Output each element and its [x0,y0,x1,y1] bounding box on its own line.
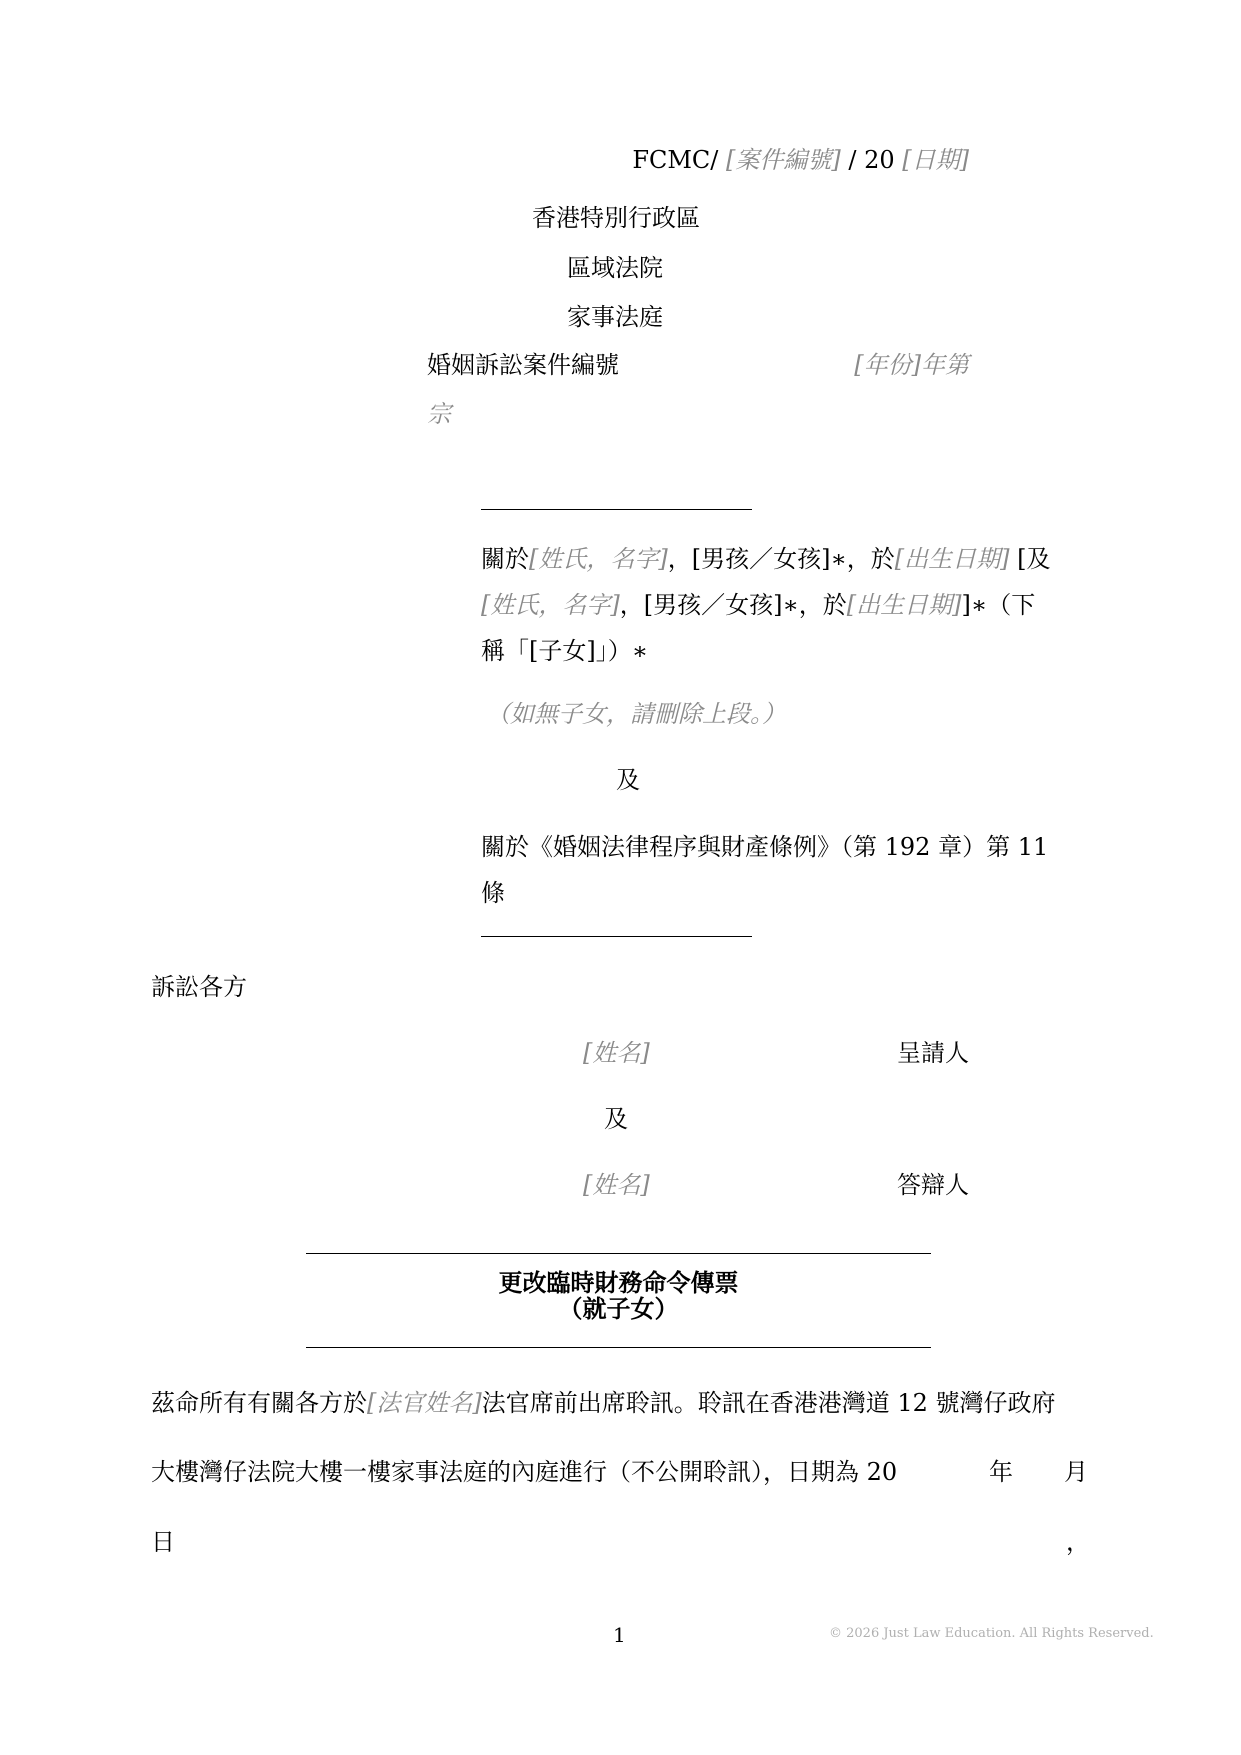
title-rule-top [306,1253,931,1254]
title-rule-bottom [306,1347,931,1348]
petitioner-role: 呈請人 [897,1039,969,1067]
case-prefix: FCMC/ [632,146,727,174]
and-open: [及 [1009,545,1051,573]
child-dob-placeholder: [出生日期] [894,545,1010,573]
page-number: 1 [613,1623,626,1647]
court-line-district: 區域法院 [567,254,663,282]
child-name-placeholder: [姓氏，名字] [529,545,668,573]
comma: ， [667,545,692,573]
delete-note: （如無子女，請刪除上段。） [486,700,786,728]
ordinance-line-1: 關於《婚姻法律程序與財產條例》（第 192 章）第 11 [481,833,1049,861]
body-p1-start: 茲命所有有關各方於 [151,1389,367,1417]
parties-heading: 訴訟各方 [151,973,247,1001]
child2-name-placeholder: [姓氏，名字] [481,591,620,619]
divider-top [481,509,752,510]
year-placeholder: [年份] [854,351,921,379]
petitioner-name-placeholder: [姓名] [583,1039,650,1067]
court-line-hksar: 香港特別行政區 [532,204,700,232]
child2-gender: [男孩／女孩]∗，於 [643,591,847,619]
judge-name-placeholder: [法官姓名] [367,1389,482,1417]
children-paragraph [481,536,1051,674]
year-char: 年 [989,1458,1013,1486]
and-word-1: 及 [616,766,640,794]
month-char: 月 [1064,1458,1088,1486]
ordinance-paragraph [481,824,1048,916]
case-label: 婚姻訴訟案件編號 [427,351,619,379]
dob-close: ]∗（下 [961,591,1036,619]
body-line-1 [151,1389,1056,1418]
case-year [854,351,969,380]
children-line-2 [481,582,1051,628]
children-line-3: 稱「[子女]」）∗ [481,637,649,665]
children-line-1 [481,536,1051,582]
case-suffix: 宗 [427,400,451,428]
year-suffix: 年第 [921,351,969,379]
and-word-2: 及 [604,1105,628,1133]
day-char: 日 [151,1528,175,1556]
ordinance-line-2: 條 [481,879,505,907]
case-number-placeholder: [案件編號] [726,146,841,174]
document-title [306,1270,931,1322]
year-prefix: / 20 [840,146,903,174]
about-word: 關於 [481,545,529,573]
respondent-role: 答辯人 [897,1171,969,1199]
date-placeholder: [日期] [902,146,969,174]
comma-end: ， [1066,1528,1090,1556]
court-line-family: 家事法庭 [567,303,663,331]
respondent-name-placeholder: [姓名] [583,1171,650,1199]
title-line-2: （就子女） [558,1294,679,1323]
case-reference [632,146,969,175]
divider-bottom [481,936,752,937]
child2-dob-placeholder: [出生日期] [846,591,962,619]
title-line-1: 更改臨時財務命令傳票 [498,1268,739,1297]
child-gender: [男孩／女孩]∗，於 [691,545,895,573]
comma: ， [619,591,644,619]
copyright-notice: © 2026 Just Law Education. All Rights Reserved. [829,1626,1154,1641]
body-p1-end: 法官席前出席聆訊。聆訊在香港港灣道 12 號灣仔政府 [481,1389,1056,1417]
body-line-2: 大樓灣仔法院大樓一樓家事法庭的內庭進行（不公開聆訊），日期為 20 [151,1458,898,1486]
